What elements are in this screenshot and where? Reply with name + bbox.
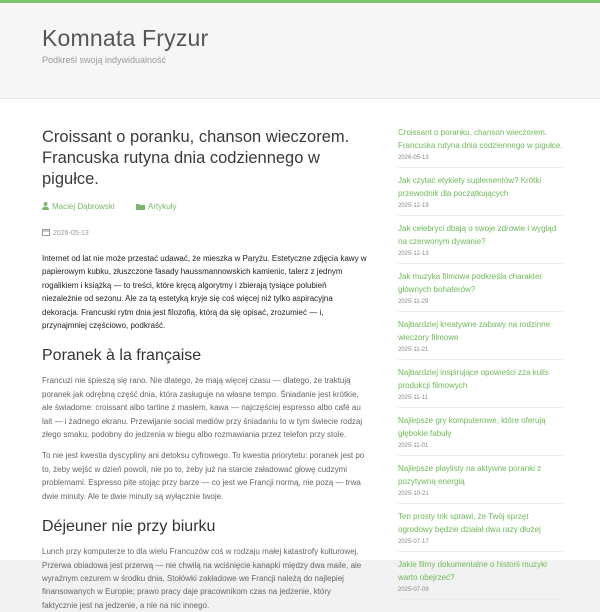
recent-post-link[interactable]: Jakie filmy dokumentalne o historii muzyki warto obejrzeć? — [398, 560, 547, 582]
post-author: Maciej Dąbrowski — [52, 202, 115, 211]
recent-post-date: 2025-12-13 — [398, 251, 429, 257]
recent-post-date: 2025-11-11 — [398, 395, 428, 401]
post-category-link[interactable] — [136, 202, 176, 211]
recent-post-link[interactable]: Jak czytać etykiety suplementów? Krótki przewodnik dla początkujących — [398, 176, 542, 198]
section-paragraph: Francuzi nie śpieszą się rano. Nie dlatego, że mają więcej czasu — dlatego, że traktują poranek jak odrębną część dnia, która zasługuje na własne tempo. Śniadanie jest krótkie, ale świadome: croissant albo tartine z masłem, kawa — najczęściej espresso albo café au lait — i żadnego ekranu. Przewijanie social mediów przy śniadaniu to w tym świecie rodzaj złego smaku, podobny do jedzenia w biegu albo rozmawiania przez telefon przy stole. — [42, 376, 363, 440]
post-date-row — [42, 228, 368, 242]
recent-post-link[interactable]: Najbardziej kreatywne zabawy na rodzinne wieczory filmowe — [398, 320, 551, 342]
recent-post-date: 2025-10-21 — [398, 491, 429, 497]
section-heading-dejeuner: Déjeuner nie przy biurku — [42, 518, 216, 536]
recent-post-date: 2026-05-13 — [398, 155, 429, 161]
recent-post-link[interactable]: Ten prosty trik sprawi, że Twój sprzęt ogrodowy będzie działał dwa razy dłużej — [398, 512, 541, 534]
recent-post-date: 2025-11-01 — [398, 443, 429, 449]
post-meta — [42, 202, 368, 216]
recent-post-item — [398, 175, 563, 216]
post-article — [42, 127, 368, 612]
recent-post-date: 2025-11-21 — [398, 347, 429, 353]
recent-post-item — [398, 223, 563, 264]
recent-post-link[interactable]: Najlepsze playlisty na aktywne poranki z pozytywną energią — [398, 464, 542, 486]
post-author-link[interactable] — [42, 202, 115, 211]
recent-post-item — [398, 319, 563, 360]
recent-post-item — [398, 415, 563, 456]
user-icon — [42, 202, 49, 210]
recent-post-item — [398, 559, 563, 600]
recent-post-item — [398, 511, 563, 552]
folder-icon — [136, 203, 145, 210]
post-date: 2026-05-13 — [53, 230, 89, 237]
recent-post-link[interactable]: Jak muzyka filmowa podkreśla charakter głównych bohaterów? — [398, 272, 543, 294]
content-area — [0, 99, 600, 610]
recent-post-date: 2025-07-09 — [398, 587, 429, 593]
section-heading-poranek: Poranek à la française — [42, 347, 202, 365]
recent-post-date: 2025-11-29 — [398, 299, 429, 305]
recent-post-item — [398, 367, 563, 408]
calendar-icon — [42, 228, 50, 236]
post-category: Artykuły — [148, 202, 177, 211]
recent-post-link[interactable]: Najlepsze gry komputerowe, które oferują głębokie fabuły — [398, 416, 546, 438]
section-paragraph: To nie jest kwestia dyscypliny ani detoksu cyfrowego. To kwestia priorytetu: poranek jest po to, żeby wejść w dzień powoli, nie po to, żeby już na starcie załadować głowę cudzymi problemami. Espresso pite stojąc przy barze — co jest we Francji normą, nie pozą — trwa dwie minuty. Ale te dwie minuty są wyłącznie twoje. — [42, 451, 365, 501]
recent-post-link[interactable]: Croissant o poranku, chanson wieczorem. Francuska rutyna dnia codziennego w pigułce. — [398, 128, 563, 150]
site-tagline: Podkreśl swoją indywidualność — [42, 55, 167, 65]
recent-post-date: 2025-12-19 — [398, 203, 429, 209]
post-lead-paragraph: Internet od lat nie może przestać udawać, że mieszka w Paryżu. Estetyczne zdjęcia kawy w papierowym kubku, złuszczone fasady haussmannowskich kamienic, talerz z jednym rogalikiem i książką — to treści, które kręcą algorytmy i zbierają tysiące polubień niezależnie od sezonu. Ale za tą estetyką kryje się coś więcej niż tylko aspiracyjna dekoracja. Francuski rytm dnia jest filozofią, którą da się opisać, zrozumieć — i, przynajmniej częściowo, podkraść. — [42, 254, 367, 331]
section-paragraph: Lunch przy komputerze to dla wielu Francuzów coś w rodzaju małej katastrofy kulturowej. Przerwa obiadowa jest przerwą — nie chwilą na wciśnięcie kanapki między dwa maile, ale wyraźnym cezurem w środku dnia. Stołówki zakładowe we Francji należą do najlepiej finansowanych w Europie; prawo pracy daje pracownikom czas na jedzenie, który faktycznie jest na jedzenie, a nie na nic innego. — [42, 547, 362, 610]
site-title[interactable]: Komnata Fryzur — [42, 25, 209, 51]
recent-posts-sidebar — [398, 127, 563, 607]
site-header — [0, 3, 600, 99]
recent-post-item — [398, 127, 563, 168]
recent-post-link[interactable]: Jak celebryci dbają o swoje zdrowie i wygląd na czerwonym dywanie? — [398, 224, 557, 246]
recent-post-link[interactable]: Najbardziej inspirujące opowieści zza kulis produkcji filmowych — [398, 368, 549, 390]
recent-post-item — [398, 463, 563, 504]
recent-post-item — [398, 271, 563, 312]
recent-post-date: 2025-07-17 — [398, 539, 429, 545]
post-title: Croissant o poranku, chanson wieczorem. Francuska rutyna dnia codziennego w pigułce. — [42, 128, 350, 188]
